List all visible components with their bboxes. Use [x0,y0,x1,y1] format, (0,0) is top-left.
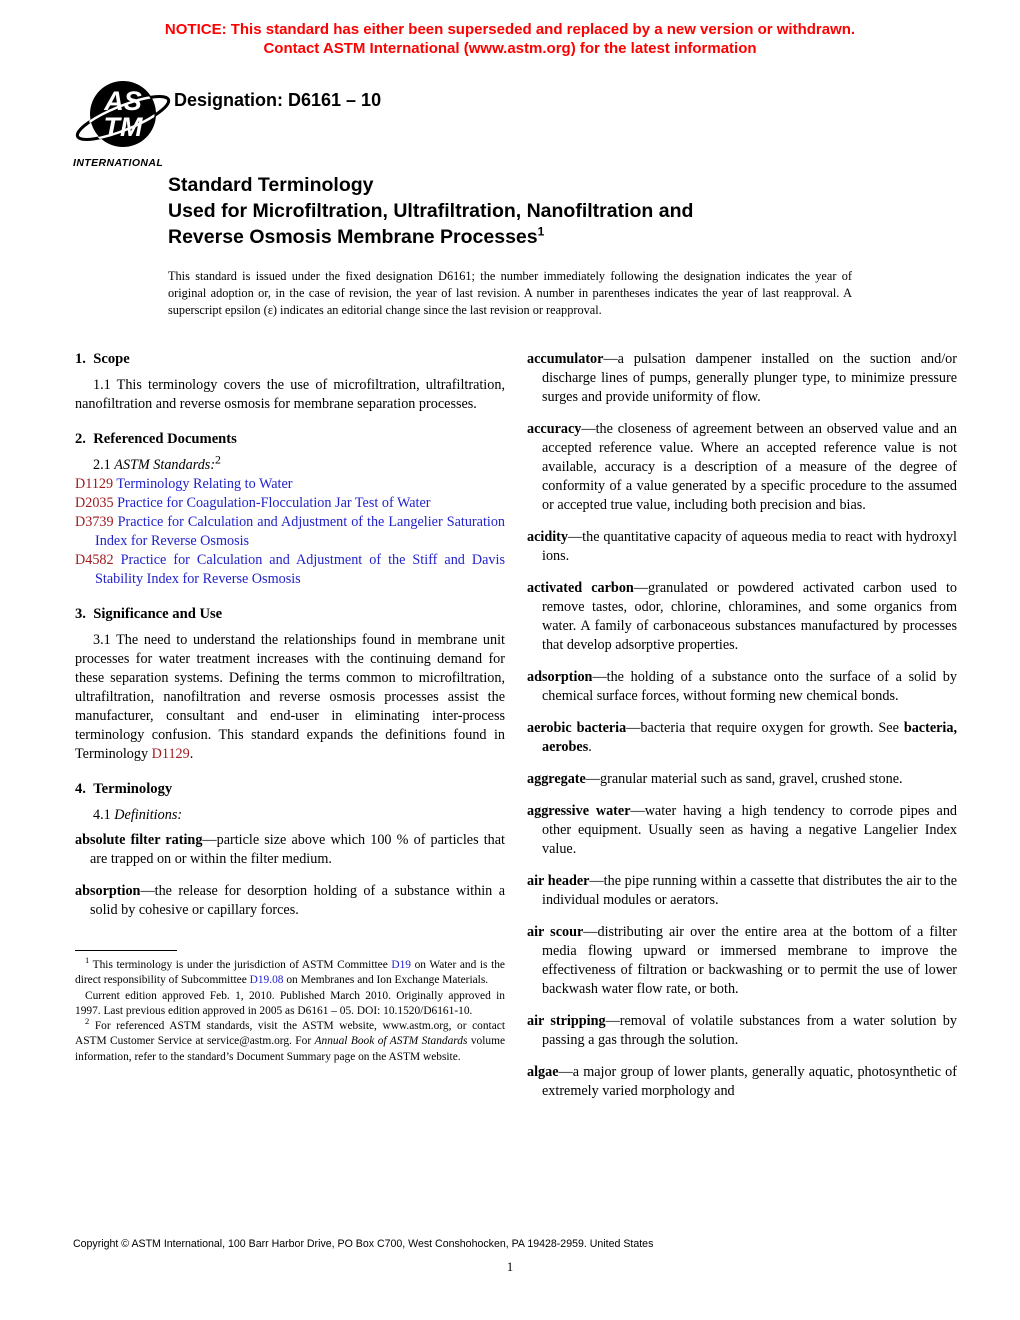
d19-08-link[interactable]: D19.08 [249,974,284,987]
left-column [75,350,505,1101]
issued-note: This standard is issued under the fixed designation D6161; the number immediately following the designation indicates the year of original adoption or, in the case of revision, the year of last revision. A number in parentheses indicates the year of last reapproval. A superscript epsilon (ε) indicates an editorial change since the last revision or reapproval. [168,269,852,317]
referenced-documents-heading: 2. Referenced Documents [75,431,237,447]
definition-item: air scour—distributing air over the entire area at the bottom of a filter media flowing upward or immersed membrane to improve the effectiveness of filtration or backwashing or to permit the use of lower backwash water flow rate, or both. [527,924,957,997]
astm-logo-text-bottom: TM [103,112,143,142]
definition-term: absolute filter rating [75,832,203,848]
document-title [168,172,888,250]
reference-code-link[interactable]: D3739 [75,514,114,530]
definition-term: absorption [75,883,141,899]
definition-item: algae—a major group of lower plants, generally aquatic, photosynthetic of extremely varied morphology and [527,1064,957,1099]
reference-title-link[interactable]: Practice for Coagulation-Flocculation Jar Test of Water [117,495,431,511]
reference-title-link[interactable]: Practice for Calculation and Adjustment of the Langelier Saturation Index for Reverse Osmosis [95,514,506,549]
definition-item: aggressive water—water having a high tendency to corrode pipes and other equipment. Usually seen as having a negative Langelier Index value. [527,803,958,857]
definition-term: accuracy [527,421,582,437]
definitions-label: Definitions: [114,807,183,823]
definition-item: absorption—the release for desorption holding of a substance within a solid by cohesive or capillary forces. [75,883,505,918]
significance-text-end: . [189,746,194,762]
definition-term: algae [527,1064,559,1080]
title-line3 [168,224,888,250]
footnote-2-marker: 2 [85,1016,90,1027]
d1129-inline-link[interactable]: D1129 [151,746,190,762]
footnotes-block [75,950,505,1065]
reference-code-link[interactable]: D1129 [75,476,114,492]
definition-item: air stripping—removal of volatile substances from a water solution by passing a gas through the solution. [527,1013,957,1048]
definition-term: accumulator [527,351,604,367]
footnote-1 [75,955,505,989]
definition-term: air header [527,873,590,889]
definition-item: aggregate—granular material such as sand, gravel, crushed stone. [527,771,903,787]
definition-item: absolute filter rating—particle size above which 100 % of particles that are trapped on or within the filter medium. [75,832,505,867]
notice-line1: NOTICE: This standard has either been superseded and replaced by a new version or withdrawn. [164,21,856,38]
significance-text: 3.1 The need to understand the relationships found in membrane unit processes for water treatment increases with the continuing demand for these separation systems. Defining the terms common to microfiltration, ultrafiltration, nanofiltration and reverse osmosis processes assist the manufacturer, consultant and end-user in eliminating inter-process terminology confusion. This standard expands the definitions found in Terminology [75,632,505,762]
notice-line2: Contact ASTM International (www.astm.org) for the latest information [263,40,757,57]
astm-logo-caption: INTERNATIONAL [73,157,164,169]
title-line1: Standard Terminology [168,174,374,196]
definition-term: aggregate [527,771,586,787]
definition-term: air stripping [527,1013,606,1029]
reference-item [75,551,505,589]
astm-globe-icon [73,76,173,156]
title-line2: Used for Microfiltration, Ultrafiltration, Nanofiltration and [168,200,694,222]
footnote-2-text-end: volume information, refer to the standard’s Document Summary page on the ASTM website. [75,1035,506,1063]
terminology-heading: 4. Terminology [75,781,173,797]
significance-heading: 3. Significance and Use [75,606,223,622]
subclause-number: 2.1 [93,457,115,473]
title-line3-text: Reverse Osmosis Membrane Processes [168,226,538,248]
annual-book-title: Annual Book of ASTM Standards [314,1035,468,1048]
scope-heading: 1. Scope [75,351,130,367]
astm-logo-text-top: AS [104,86,142,116]
reference-title-link[interactable]: Terminology Relating to Water [116,476,293,492]
definition-item: air header—the pipe running within a cassette that distributes the air to the individual modules or aerators. [527,873,958,908]
footnote-1-marker: 1 [85,955,90,966]
edition-note: Current edition approved Feb. 1, 2010. Published March 2010. Originally approved in 1997. Last previous edition approved in 2005 as D6161 – 05. DOI: 10.1520/D6161-10. [75,989,505,1017]
reference-item [75,494,505,513]
definition-item: acidity—the quantitative capacity of aqueous media to react with hydroxyl ions. [527,529,957,564]
scope-paragraph: 1.1 This terminology covers the use of microfiltration, ultrafiltration, nanofiltration and reverse osmosis for membrane separation processes. [75,377,505,412]
definition-item: accuracy—the closeness of agreement between an observed value and an accepted reference value. Where an accepted reference value is not available, accuracy is a description of a measure of the degree of conformity of a value generated by a specific procedure to the assumed or accepted true value, including both precision and bias. [527,421,957,513]
astm-standards-subheading [75,452,505,475]
footnote-1-text-mid: on Water and is the direct responsibility of Subcommittee [75,959,505,987]
page-number: 1 [506,1260,514,1274]
footnote-2 [75,1016,506,1065]
subclause-number: 4.1 [93,807,115,823]
reference-code-link[interactable]: D2035 [75,495,114,511]
footnote-1-text: This terminology is under the jurisdiction of ASTM Committee [89,959,392,971]
d19-link[interactable]: D19 [391,959,411,971]
two-column-body [75,350,957,1101]
definition-see-reference: bacteria, aerobes [542,720,958,755]
reference-code-link[interactable]: D4582 [75,552,114,568]
notice-banner [0,20,1020,58]
definition-term: aerobic bacteria [527,720,627,736]
definition-item: activated carbon—granulated or powdered activated carbon used to remove tastes, odor, chlorine, chloramines, and some organics from water. A family of carbonaceous substances manufactured by processes that develop adsorptive properties. [527,580,957,653]
definition-item: adsorption—the holding of a substance onto the surface of a solid by chemical surface forces, without forming new chemical bonds. [527,669,957,704]
right-column [527,350,957,1101]
footnote-2-text: For referenced ASTM standards, visit the ASTM website, www.astm.org, or contact ASTM Customer Service at service@astm.org. For [75,1020,505,1048]
reference-title-link[interactable]: Practice for Calculation and Adjustment of the Stiff and Davis Stability Index for Reverse Osmosis [95,552,505,587]
definitions-left [75,831,505,920]
footnote-divider [75,950,177,951]
astm-logo [73,76,173,169]
title-footnote-marker: 1 [537,224,545,239]
definitions-right [527,350,957,1101]
designation: Designation: D6161 – 10 [174,90,382,110]
definition-item: aerobic bacteria—bacteria that require oxygen for growth. See bacteria, aerobes. [527,720,958,755]
definition-term: adsorption [527,669,593,685]
significance-paragraph [75,631,505,764]
astm-standards-label: ASTM Standards: [114,457,216,473]
definitions-subheading [75,806,505,825]
copyright-line: Copyright © ASTM International, 100 Barr Harbor Drive, PO Box C700, West Conshohocken, PA 19428-2959. United States [73,1238,654,1250]
definition-term: acidity [527,529,568,545]
reference-item [75,475,505,494]
footnote2-marker: 2 [215,452,221,467]
definition-term: aggressive water [527,803,631,819]
references-list [75,475,505,589]
reference-item [75,513,505,551]
definition-term: activated carbon [527,580,634,596]
definition-term: air scour [527,924,584,940]
definition-item: accumulator—a pulsation dampener installed on the suction and/or discharge lines of pumps, generally plunger type, to minimize pressure surges and provide uniformity of flow. [527,351,957,405]
footnote-1-text-end: on Membranes and Ion Exchange Materials. [283,974,489,987]
